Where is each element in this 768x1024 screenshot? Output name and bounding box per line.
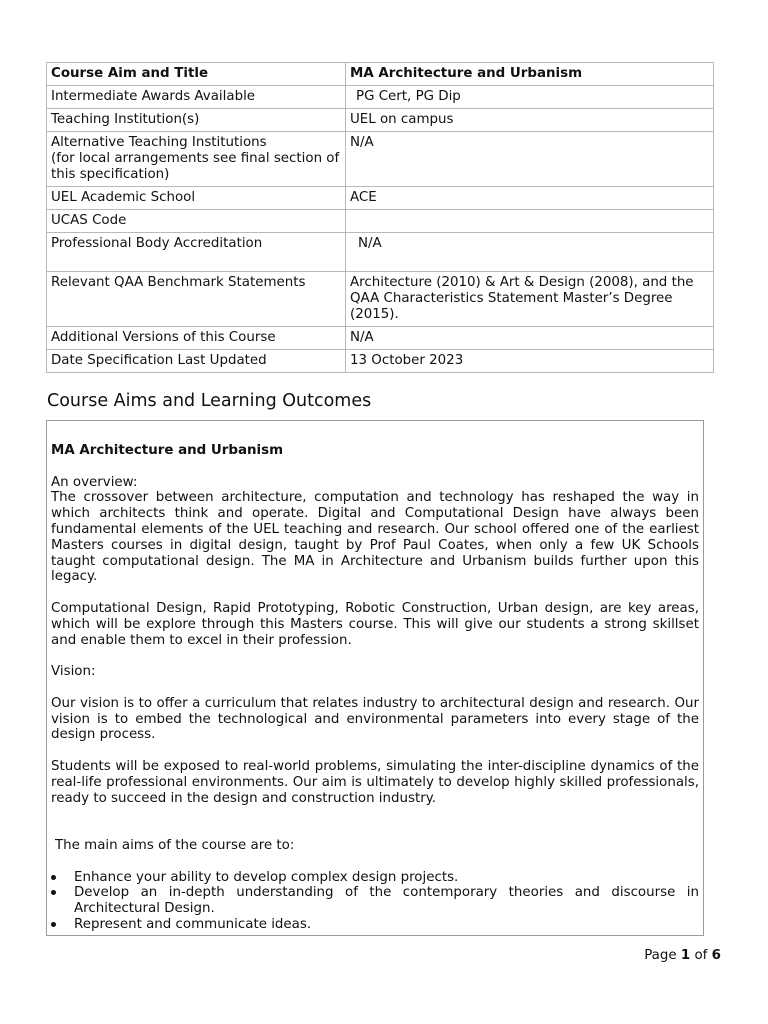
spacer	[51, 680, 699, 696]
row-label: Relevant QAA Benchmark Statements	[47, 272, 346, 327]
row-value: N/A	[346, 132, 714, 187]
spacer	[51, 743, 699, 759]
students-paragraph: Students will be exposed to real-world problems, simulating the inter-discipline dynamics of the real-life professional environments. Our aim is ultimately to develop highly skilled professionals, ready to succeed in the design and construction industry.	[51, 758, 699, 806]
vision-label: Vision:	[51, 664, 96, 680]
table-row	[47, 109, 714, 132]
row-value: ACE	[346, 187, 714, 210]
page-word: Page	[644, 948, 677, 963]
overview-label: An overview:	[51, 474, 138, 490]
list-item	[51, 885, 699, 917]
current-page: 1	[680, 948, 691, 963]
total-pages: 6	[711, 948, 721, 963]
overview-paragraph: The crossover between architecture, computation and technology has reshaped the way in which architects think and operate. Digital and Computational Design have always been fundamental elements of the UEL teaching and research. Our school offered one of the earliest Masters courses in digital design, taught by Prof Paul Coates, when only a few UK Schools taught computational design. The MA in Architecture and Urbanism builds further upon this legacy.	[51, 490, 699, 585]
table-row	[47, 350, 714, 373]
row-value	[346, 210, 714, 233]
course-specification-table	[46, 62, 714, 373]
row-value: N/A	[346, 233, 714, 272]
spacer	[51, 822, 699, 838]
aims-outcomes-box	[46, 420, 704, 936]
box-title: MA Architecture and Urbanism	[51, 443, 284, 458]
spacer	[51, 585, 699, 601]
row-value: PG Cert, PG Dip	[346, 86, 714, 109]
row-label: UEL Academic School	[47, 187, 346, 210]
row-label: Teaching Institution(s)	[47, 109, 346, 132]
row-value: 13 October 2023	[346, 350, 714, 373]
row-value: UEL on campus	[346, 109, 714, 132]
bullet-icon	[51, 875, 56, 880]
row-value: Architecture (2010) & Art & Design (2008), and the QAA Characteristics Statement Master’s Degree (2015).	[346, 272, 714, 327]
list-item	[51, 870, 699, 886]
key-areas-paragraph: Computational Design, Rapid Prototyping, Robotic Construction, Urban design, are key areas, which will be explore through this Masters course. This will give our students a strong skillset and enable them to excel in their profession.	[51, 600, 699, 648]
row-label: Alternative Teaching Institutions (for local arrangements see final section of this specification)	[47, 132, 346, 187]
row-label: Additional Versions of this Course	[47, 327, 346, 350]
table-row	[47, 272, 714, 327]
aim-text: Represent and communicate ideas.	[74, 916, 312, 932]
aims-intro: The main aims of the course are to:	[55, 837, 295, 853]
spacer	[51, 648, 699, 664]
spacer	[51, 806, 699, 822]
aim-text: Develop an in-depth understanding of the contemporary theories and discourse in Architectural Design.	[74, 885, 699, 917]
spacer	[51, 854, 699, 870]
row-label: Date Specification Last Updated	[47, 350, 346, 373]
of-word: of	[694, 948, 708, 963]
table-row	[47, 187, 714, 210]
aim-text: Enhance your ability to develop complex design projects.	[74, 869, 459, 885]
table-row	[47, 63, 714, 86]
row-value: N/A	[346, 327, 714, 350]
section-heading: Course Aims and Learning Outcomes	[47, 391, 372, 411]
table-row	[47, 210, 714, 233]
row-value: MA Architecture and Urbanism	[346, 63, 714, 86]
bullet-icon	[51, 922, 56, 927]
aims-list	[51, 870, 699, 933]
row-label: Course Aim and Title	[47, 63, 346, 86]
row-label: Intermediate Awards Available	[47, 86, 346, 109]
table-row	[47, 233, 714, 272]
vision-paragraph: Our vision is to offer a curriculum that relates industry to architectural design and research. Our vision is to embed the technological and environmental parameters into every stage of the design process.	[51, 695, 699, 743]
table-row	[47, 86, 714, 109]
table-row	[47, 132, 714, 187]
table-row	[47, 327, 714, 350]
row-label: UCAS Code	[47, 210, 346, 233]
bullet-icon	[51, 890, 56, 895]
list-item	[51, 917, 699, 933]
page-number	[644, 948, 721, 963]
row-label: Professional Body Accreditation	[47, 233, 346, 272]
